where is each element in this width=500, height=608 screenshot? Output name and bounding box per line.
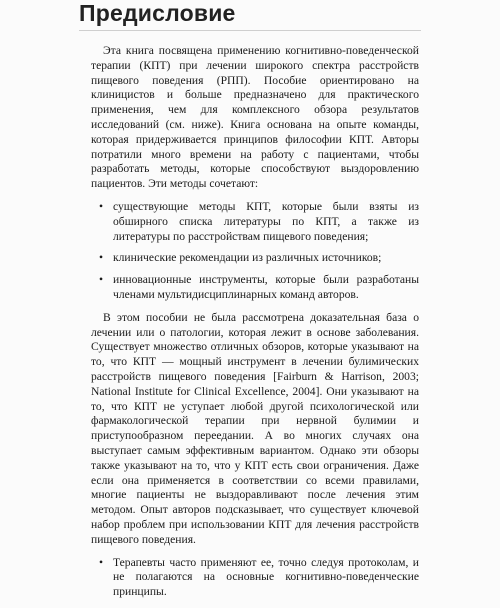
list-item: • Терапевты часто применяют ее, точно следуя протоколам, и не полагаются на основные когнитивно-поведенческие принципы. [91, 556, 419, 600]
list-item: • существующие методы КПТ, которые были взяты из обширного списка литературы по КПТ, а также из литературы по расстройствам пищевого поведения; [91, 200, 419, 244]
document-body [91, 44, 419, 608]
intro-paragraph: Эта книга посвящена применению когнитивно-поведенческой терапии (КПТ) при лечении широкого спектра расстройств пищевого поведения (РПП). Пособие ориентировано на клиницистов и больше предназначено для практического применения, чем для комплексного обзора результатов исследований (см. ниже). Книга основана на опыте команды, которая придерживается принципов философии КПТ. Авторы потратили много времени на работу с пациентами, чтобы разработать методы, которые способствуют выздоровлению пациентов. Эти методы сочетают: [91, 44, 419, 191]
list-item: • клинические рекомендации из различных источников; [91, 251, 419, 266]
title-divider [79, 30, 421, 31]
list-item: • инновационные инструменты, которые были разработаны членами мультидисциплинарных команд авторов. [91, 273, 419, 303]
main-bullet-list [91, 556, 419, 600]
page-title: Предисловие [79, 0, 236, 26]
intro-bullet-list [91, 200, 419, 303]
main-paragraph: В этом пособии не была рассмотрена доказательная база о лечении или о патологии, которая лежит в основе заболевания. Существует множество отличных обзоров, которые указывают на то, что КПТ — мощный инструмент в лечении булимических расстройств пищевого поведения [Fairburn & Harrison, 2003; National Institute for Clinical Excellence, 2004]. Они указывают на то, что КПТ не уступает любой другой психологической или фармакологической терапии при нервной булимии и приступообразном переедании. А во многих случаях она выступает самым эффективным вариантом. Однако эти обзоры также указывают на то, что у КПТ есть свои ограничения. Даже если она применяется в соответствии со всеми правилами, многие пациенты не выздоравливают после лечения этим методом. Опыт авторов подсказывает, что существует ключевой набор проблем при использовании КПТ для лечения расстройств пищевого поведения. [91, 310, 419, 546]
